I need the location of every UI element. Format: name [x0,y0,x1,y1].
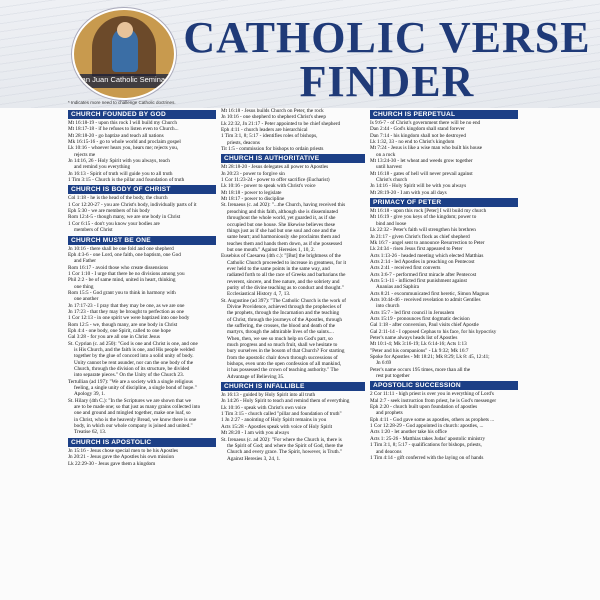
verse-line: Lk 10:16 - whoever hears you, hears me; rejects you, [68,145,179,152]
verse-line: Lk 1:32, 33 - no end to Christ's kingdom [370,139,455,146]
verse-line: bishops, even unto the open confession of all mankind, [227,361,342,368]
verse-line: is His Church, and the faith is one, and His people welded [74,347,195,353]
verse-line: Eph 4:3-6 - one Lord, one faith, one baptism, one God [68,251,181,258]
verse-line: Mt 28:19-20 - I am with you all days [370,189,447,196]
verse-line: ever held to the same points in the same way, and [227,265,330,272]
verse-line: Acts 10:44-46 - received revelation to admit Gentiles [370,296,481,303]
verse-line: Christ's church [376,177,408,184]
verse-line: When, then, we see so much help on God's part, so [227,335,333,342]
verse-line: Eph 4:11 - God gave some as apostles, others as prophets ... [370,416,495,423]
verse-section [68,185,216,233]
verse-line: but one mouth." Against Heresies 1, 10, 2. [227,246,315,253]
verse-line: Acts 2:14 - led Apostles in preaching on Pentecost [370,258,475,265]
verse-line: Lk 22:32, Jn 21:17 - Peter appointed to be chief shepherd [221,120,341,127]
verse-line: Mt 7:24 - Jesus is like a wise man who built his house [370,145,483,152]
verse-line: Jn 16:13 - Spirit of truth will guide you to all truth [68,170,173,177]
verse-line: one and ground and mingled together, make one loaf, so [74,410,191,417]
verse-line: Peter's name always heads list of Apostles [370,335,458,341]
verse-line: members of Christ [74,227,113,234]
verse-line: Mt 16:19 - give you keys of the kingdom; power to [370,214,477,221]
verse-line: bury ourselves in the bosom of that Church? For starting [227,348,345,355]
verse-line: Lk 10:16 - speak with Christ's own voice [221,404,307,411]
verse-line: Lk 22:32 - Peter's faith will strengthen his brethren [370,227,476,234]
verse-line: 1 Tim 3:1, 8; 5:17 - qualifications for bishops, priests, [370,442,482,449]
verse-line: Peter's name occurs 195 times, more than all the [370,366,471,373]
verse-line: 1 Cor 12:13 - in one spirit we were baptized into one body [68,315,190,322]
section-heading: CHURCH IS AUTHORITATIVE [221,154,365,163]
verse-line: priests, deacons [227,139,260,146]
verse-line: 2 Cor 11:11 - high priest is over you in everything of Lord's [370,391,494,398]
verse-line: and deacons [376,448,402,455]
verse-line: Jn 20:21 - Jesus gave the Apostles his own mission [68,454,174,461]
verse-line: Mt 28:20 - I am with you always [221,430,290,437]
verse-line: reverent, sincere, and free nature, and the sobriety and [227,278,340,285]
verse-line: Mt 10:1-4; Mk 3:16-19; Lk 6:14-16; Acts 1:13 [370,341,467,348]
verse-line: feeling, a single unity of discipline, a single bond of hope." [74,385,197,392]
verse-line: Mt 16:18 - gates of hell will never prevail against [370,170,473,177]
verse-line: from the apostolic chair down through successions of [227,354,338,361]
verse-line: Acts 3:6-7 - performed first miracle after Pentecost [370,271,477,278]
verse-line: Eph 2:20 - church built upon foundation of apostles [370,404,478,411]
verse-section [68,110,216,183]
verse-line: Jn 20:23 - power to forgive sin [221,170,285,177]
verse-line: Mt 18:17 - power to discipline [221,196,285,203]
seminar-logo [72,8,176,100]
verse-line: Phil 2:2 - be of same mind, united in heart, thinking [68,277,176,284]
verse-line: Tit 1:5 - commission for bishops to ordain priests [221,146,324,153]
column-2 [221,108,365,462]
title-line-2: FINDER [299,57,475,106]
verse-line: 1 Tim 3:15 - church called "pillar and foundation of truth" [221,411,342,418]
verse-line: Jn 17:23 - that they may be brought to perfection as one [68,308,184,315]
header [0,0,600,108]
verse-line: Rom 16:17 - avoid those who create dissensions [68,264,169,271]
verse-line: Mt 13:24-30 - let wheat and weeds grow together [370,158,473,165]
verse-line: are to be made one; so that just as many grains collected into [74,404,201,411]
verse-line: Lk 10:16 - power to speak with Christ's voice [221,183,316,190]
verse-line: Eusebius of Caesarea (4th c.): "[But] the brightness of the [221,253,341,260]
verse-line: Gal 2:11-14 - I opposed Cephas to his face, for his hypocrisy [370,328,497,335]
verse-line: and Father [74,258,97,265]
section-heading: CHURCH IS PERPETUAL [370,110,518,119]
verse-line: Jn 10:16 - there shall be one fold and one shepherd [68,245,174,252]
verse-line: Mal 2:7 - seek instruction from priest, he is God's messenger [370,397,497,404]
verse-line: teaches them and hands them down, as if she possessed [227,240,342,247]
section-heading: PRIMACY OF PETER [370,198,518,207]
verse-line: radiated forth to all the race of Greeks and barbarians the [227,272,346,279]
title-line-1: CATHOLIC VERSE [183,13,591,62]
verse-line: the prophets, through the Incarnation and the teaching [227,310,340,317]
verse-line: Acts 1:13-26 - headed meeting which elected Matthias [370,252,484,259]
verse-line: Mt 16:18 - Jesus builds Church on Peter, the rock [221,108,324,114]
verse-line: Eph 5:30 - we are members of his body [68,208,150,215]
verse-line: Tertullian (ad 197): "We are a society with a single religious [68,378,193,385]
verse-line: 1 Cor 12:28-29 - God appointed in church: apostles, ... [370,423,484,430]
verse-line: Mt 16:18-19 - upon this rock I will build my Church [68,120,177,126]
verse-line: Acts 5:1-11 - inflicted first punishment against [370,277,467,284]
verse-line: Jn 21:17 - given Christ's flock as chief shepherd [370,233,470,240]
verse-line: Mt 18:17-18 - if he refuses to listen even to Church... [68,126,179,133]
section-heading: APOSTOLIC SUCCESSION [370,381,518,390]
verse-line: Eph 4:11 - church leaders are hierarchical [221,127,308,134]
verse-line: on a rock [376,151,396,158]
verse-line: Mt 28:18-20 - go baptize and teach all nations [68,132,164,139]
verse-line: Jn 14:16 - Holy Spirit will be with you always [370,183,467,190]
verse-line: Jn 15:16 - Jesus chose special men to be his Apostles [68,447,179,454]
verse-line: Catholic Church proceeded to increase in greatness, for it [227,259,347,266]
verse-line: body, in which our whole company is joined and united." [74,423,193,430]
verse-line: Acts 15:28 - Apostles speak with voice of Holy Spirit [221,423,333,430]
verse-line: 1 Tim 4:14 - gift conferred with the laying on of hands [370,454,484,461]
verse-line: Acts 15:19 - pronounces first dogmatic decision [370,315,470,322]
verse-line: St. Irenaeus (c. ad 202): "...the Church, having received this [221,202,346,209]
verse-line: together by the glue of concord into a solid unity of body. [74,353,194,360]
verse-line: and prophets [376,410,403,417]
verse-line: Divine Providence, achieved through the prophecies of [227,303,342,310]
verse-line: Against Heresies 3, 24, 1. [227,455,281,462]
section-heading: CHURCH MUST BE ONE [68,236,216,245]
verse-line: Treatise 62, 13. [74,429,107,436]
verse-line: into separate pieces." On the Unity of the Church 23. [74,372,185,379]
verse-line: Rom 15:5 - God grant you to think in harmony with [68,289,176,296]
verse-line: rejects me [74,151,96,158]
verse-line: 1 Cor 12:20-27 - you are Christ's body, individually parts of it [68,201,197,208]
verse-line: Mt 18:18 - power to legislate [221,189,282,196]
verse-line: Unity cannot be rent asunder, nor can the one body of the [74,359,194,366]
verse-line: bind and loose [376,220,407,227]
verse-line: Mt 16:18 - upon this rock [Peter] I will build my church [370,208,487,215]
column-1 [68,108,216,467]
verse-line: Acts 2:41 - received first converts [370,265,441,272]
verse-line: into church [376,303,400,310]
verse-line: of Christ, through the journeys of the Apostles, through [227,316,342,323]
verse-line: Lk 24:34 - risen Jesus first appeared to Peter [370,246,463,253]
verse-section [221,108,365,152]
verse-line: things just as if she had but one soul and one and the [227,227,337,234]
verse-line: St. Cyprian (c. ad 250): "God is one and Christ is one, and one [68,340,198,347]
verse-section [370,110,518,196]
verse-section [221,382,365,462]
section-heading: CHURCH FOUNDED BY GOD [68,110,216,119]
verse-line: St. Irenaeus (c. ad 202): "For where the Church is, there is [221,436,342,443]
verse-line: throughout the whole world, yet guarded it, as if she [227,215,336,222]
verse-line: Church, through the division of its structure, be divided [74,366,190,373]
verse-line: Jn 14:16, 26 - Holy Spirit with you always, teach [68,158,170,165]
verse-line: St. Hilary (4th C.): "In the Scriptures we are shown that we [68,397,191,404]
verse-line: same heart; and harmoniously she proclaims them and [227,234,340,241]
verse-line: one thing [74,283,94,290]
verse-line: preaching and this faith, although she is disseminated [227,208,338,215]
verse-line: in Christ, who is the heavenly Bread, we know there is one [74,416,197,423]
verse-line: Jn 16:13 - guided by Holy Spirit into all truth [221,392,316,399]
verse-line: until harvest [376,164,402,171]
verse-line: the Spirit of God; and where the Spirit of God, there the [227,442,344,449]
verse-line: Acts 1: 25-26 - Matthias takes Judas' apostolic ministry [370,435,486,442]
verse-line: occupied but one house. She likewise believes these [227,221,336,228]
footnote: * Indicates more need to challenge Catholic doctrines. [68,100,176,105]
verse-line: Acts 15:7 - led first council in Jerusalem [370,309,455,316]
verse-line: the suffering, the crosses, the blood and death of the [227,323,336,329]
verse-section [68,438,216,467]
verse-line: Col 1:18 - he is the head of the body, the church [68,195,168,202]
verse-line: Jn 17:17-23 - I pray that they may be one, as we are one [68,302,185,309]
verse-line: Ananias and Saphira [376,284,419,291]
verse-line: Acts 8:21 - excommunicated first heretic, Simon Magnus [370,290,489,297]
verse-line: Dan 2:44 - God's kingdom shall stand forever [370,126,465,133]
logo-figure-head [117,22,133,38]
verse-line: 1 Tim 3:15 - Church is the pillar and foundation of truth [68,177,185,184]
verse-line: one another [74,296,99,303]
section-heading: CHURCH IS BODY OF CHRIST [68,185,216,194]
verse-line: Acts 1:20 - let another take his office [370,429,447,436]
verse-line: 1 Cor 6:15 - don't you know your bodies are [68,220,160,227]
verse-line: Mt 28:18-20 - Jesus delegates all power to Apostles [221,164,329,171]
verse-line: Church and every grace. The Spirit, however, is Truth." [227,449,343,456]
verse-line: "Peter and his companions" - Lk 9:32; Mk 16:7 [370,347,469,354]
verse-line: Mk 16:15-16 - go to whole world and proclaim gospel [68,139,181,146]
verse-line: Rom 12:4-5 - though many, we are one body in Christ [68,214,181,221]
verse-line: Mk 16:7 - angel sent to announce Resurrection to Peter [370,239,485,246]
verse-line: Eph 4:4 - one body, one Spirit, called to one hope [68,327,171,334]
verse-line: Apology 39, 1. [74,391,106,398]
section-heading: CHURCH IS INFALLIBLE [221,382,365,391]
verse-line: purity of the divine teaching as to conduct and thought." [227,284,344,291]
verse-line: rest put together [376,373,410,380]
verse-line: Jn 6:69 [376,360,392,367]
verse-line: it has possessed the crown of teaching authority." The [227,367,339,374]
logo-text: San Juan Catholic Seminars [76,75,172,84]
verse-line: Jn 10:16 - one shepherd to shepherd Christ's sheep [221,114,326,121]
verse-line: Dan 7:14 - his kingdom shall not be destroyed [370,132,466,139]
verse-line: St. Augustine (ad 397): "The Catholic Church is the work of [221,297,347,304]
verse-line: Gal 1:18 - after conversion, Paul visits chief Apostle [370,322,479,329]
verse-line: Advantage of Believing 35. [227,373,285,380]
verse-section [370,381,518,461]
verse-line: Is 9:6-7 - of Christ's government there will be no end [370,120,481,126]
verse-line: and remind you everything [74,164,131,171]
verse-line: Spoke for Apostles - Mt 18:21; Mk 8:29; Lk 8: 45, 12:41; [370,354,490,361]
verse-line: 1 Cor 11:23-24 - power to offer sacrifice (Eucharist) [221,177,330,184]
verse-section [68,236,216,436]
verse-line: Gal 3:28 - for you are all one in Christ Jesus [68,334,160,341]
verse-line: much progress and so much fruit, shall we hesitate to [227,342,338,349]
column-3 [370,108,518,461]
page-title [182,13,592,106]
verse-line: 1 Jn 2:27 - anointing of Holy Spirit remains in you [221,417,327,424]
verse-line: martyrs, through the admirable lives of the saints.... [227,329,334,336]
verse-line: Ecclesiastical History 4, 7, 13. [227,291,291,298]
verse-line: 1 Cor 1:10 - I urge that there be no divisions among you [68,270,185,277]
verse-line: Jn 14:26 - Holy Spirit to teach and remind them of everything [221,398,350,405]
verse-line: Rom 12:5 - we, though many, are one body in Christ [68,321,178,328]
verse-section [221,154,365,380]
section-heading: CHURCH IS APOSTOLIC [68,438,216,447]
verse-section [370,198,518,379]
verse-line: 1 Tim 3:1, 8; 5:17 - identifies roles of bishops, [221,133,318,140]
verse-line: Lk 22:29-30 - Jesus gave them a kingdom [68,460,156,467]
